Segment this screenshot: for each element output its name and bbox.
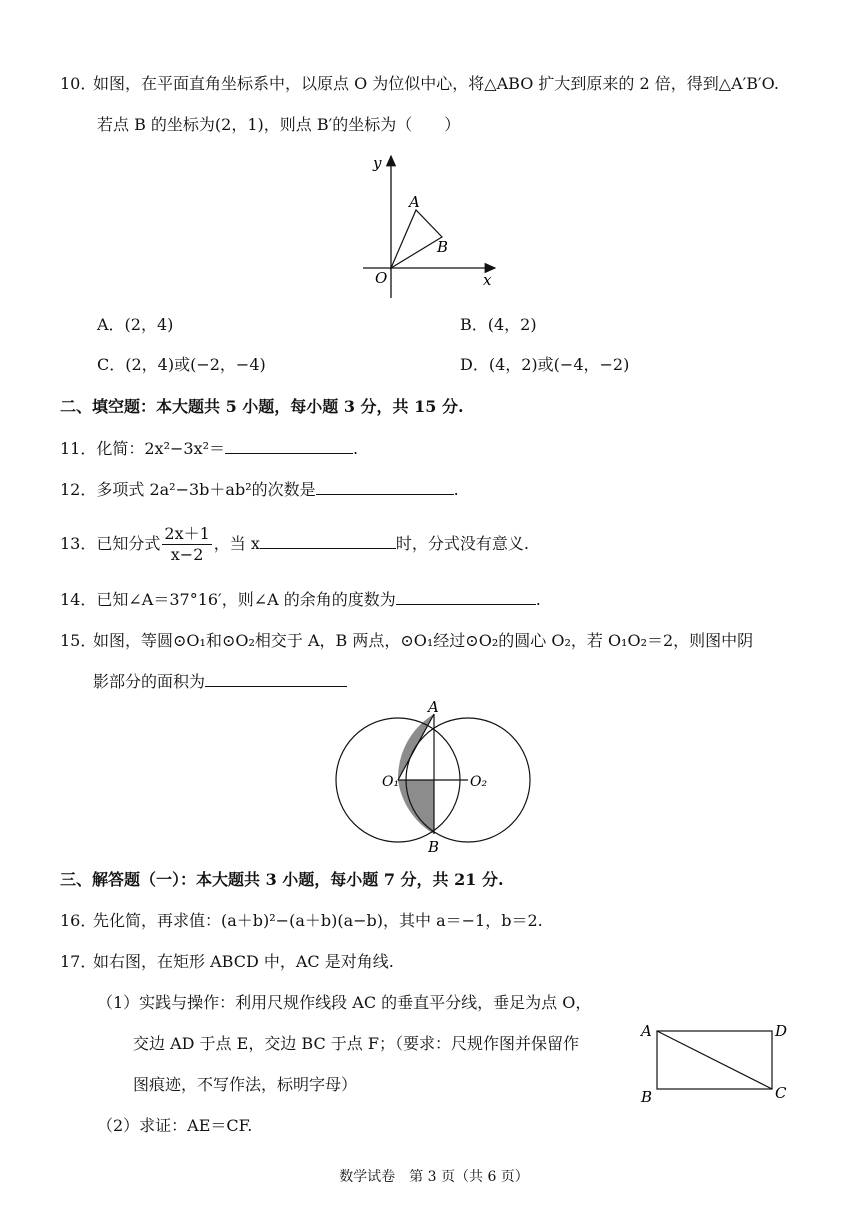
segment-o1a bbox=[398, 714, 434, 780]
q13-middle: ，当 x bbox=[213, 534, 260, 553]
q14-text: 已知∠A＝37°16′，则∠A 的余角的度数为 bbox=[96, 590, 396, 609]
q10-option-d: D．(4，2)或(−4，−2) bbox=[460, 355, 630, 374]
q11-end: . bbox=[353, 439, 359, 458]
q13 bbox=[60, 522, 529, 566]
q12-end: . bbox=[453, 480, 459, 499]
label-c: C bbox=[775, 1084, 787, 1102]
q17-part2: （2）求证：AE＝CF. bbox=[97, 1116, 253, 1135]
q13-blank bbox=[260, 532, 396, 549]
section3-title: 三、解答题（一）：本大题共 3 小题，每小题 7 分，共 21 分. bbox=[60, 870, 504, 889]
coordinate-figure bbox=[355, 148, 515, 308]
q10-number: 10． bbox=[60, 74, 97, 93]
q13-number: 13． bbox=[60, 534, 97, 553]
label-a: A bbox=[409, 193, 420, 211]
label-x: x bbox=[483, 271, 492, 289]
label-o2: O₂ bbox=[470, 774, 488, 790]
q14-number: 14． bbox=[60, 590, 97, 609]
q17-part1-line2: 交边 AD 于点 E，交边 BC 于点 F；（要求：尺规作图并保留作 bbox=[133, 1034, 579, 1053]
q15-text-line2 bbox=[93, 670, 347, 693]
q15-text-line1: 如图，等圆⊙O₁和⊙O₂相交于 A，B 两点，⊙O₁经过⊙O₂的圆心 O₂，若 O₁O₂＝2，则图中阴 bbox=[93, 631, 754, 650]
q10-text-line1: 如图，在平面直角坐标系中，以原点 O 为位似中心，将△ABO 扩大到原来的 2 倍，得到△A′B′O. bbox=[93, 74, 779, 93]
label-a: A bbox=[641, 1022, 652, 1040]
label-b: B bbox=[428, 838, 440, 856]
diagonal-ac bbox=[657, 1031, 772, 1089]
label-o1: O₁ bbox=[382, 774, 400, 790]
q13-prefix: 已知分式 bbox=[96, 534, 161, 553]
q17-part1-line3: 图痕迹，不写作法，标明字母） bbox=[133, 1075, 358, 1094]
q12-text: 多项式 2a²−3b＋ab²的次数是 bbox=[96, 480, 316, 499]
q16-text: 先化简，再求值：(a＋b)²−(a＋b)(a−b)，其中 a＝−1，b＝2. bbox=[93, 911, 543, 930]
circles-figure bbox=[330, 700, 540, 860]
q12-number: 12． bbox=[60, 480, 97, 499]
q14 bbox=[60, 588, 541, 611]
triangle-abo bbox=[391, 210, 442, 268]
q13-numerator: 2x＋1 bbox=[164, 524, 210, 543]
rectangle-figure bbox=[635, 1020, 805, 1110]
label-b: B bbox=[641, 1088, 653, 1106]
q14-blank bbox=[396, 588, 536, 605]
label-o: O bbox=[375, 269, 388, 287]
q10-option-a: A．(2，4) bbox=[97, 315, 174, 334]
label-b: B bbox=[437, 238, 449, 256]
q13-fraction bbox=[162, 524, 211, 565]
q14-end: . bbox=[535, 590, 541, 609]
q11-number: 11． bbox=[60, 439, 97, 458]
q10-option-c: C．(2，4)或(−2，−4) bbox=[97, 355, 266, 374]
q11-blank bbox=[225, 437, 353, 454]
q15-number: 15． bbox=[60, 631, 97, 650]
q12-blank bbox=[316, 478, 454, 495]
q13-denominator: x−2 bbox=[170, 545, 204, 564]
q17-part1-line1: （1）实践与操作：利用尺规作线段 AC 的垂直平分线，垂足为点 O， bbox=[97, 993, 592, 1012]
q11 bbox=[60, 437, 358, 460]
q13-suffix: 时，分式没有意义. bbox=[395, 534, 529, 553]
label-a: A bbox=[428, 700, 439, 716]
label-d: D bbox=[775, 1022, 788, 1040]
q16-number: 16． bbox=[60, 911, 97, 930]
q12 bbox=[60, 478, 459, 501]
q11-text: 化简：2x²−3x²＝ bbox=[96, 439, 226, 458]
section2-title: 二、填空题：本大题共 5 小题，每小题 3 分，共 15 分. bbox=[60, 397, 464, 416]
q17-text: 如右图，在矩形 ABCD 中，AC 是对角线. bbox=[93, 952, 394, 971]
q10-text-line2: 若点 B 的坐标为(2，1)，则点 B′的坐标为（ ） bbox=[97, 115, 461, 134]
q15-blank bbox=[205, 670, 347, 687]
page-footer: 数学试卷 第 3 页（共 6 页） bbox=[339, 1169, 529, 1185]
q10-option-b: B．(4，2) bbox=[460, 315, 537, 334]
q15-line2-text: 影部分的面积为 bbox=[93, 672, 206, 691]
q17-number: 17． bbox=[60, 952, 97, 971]
label-y: y bbox=[373, 154, 382, 172]
